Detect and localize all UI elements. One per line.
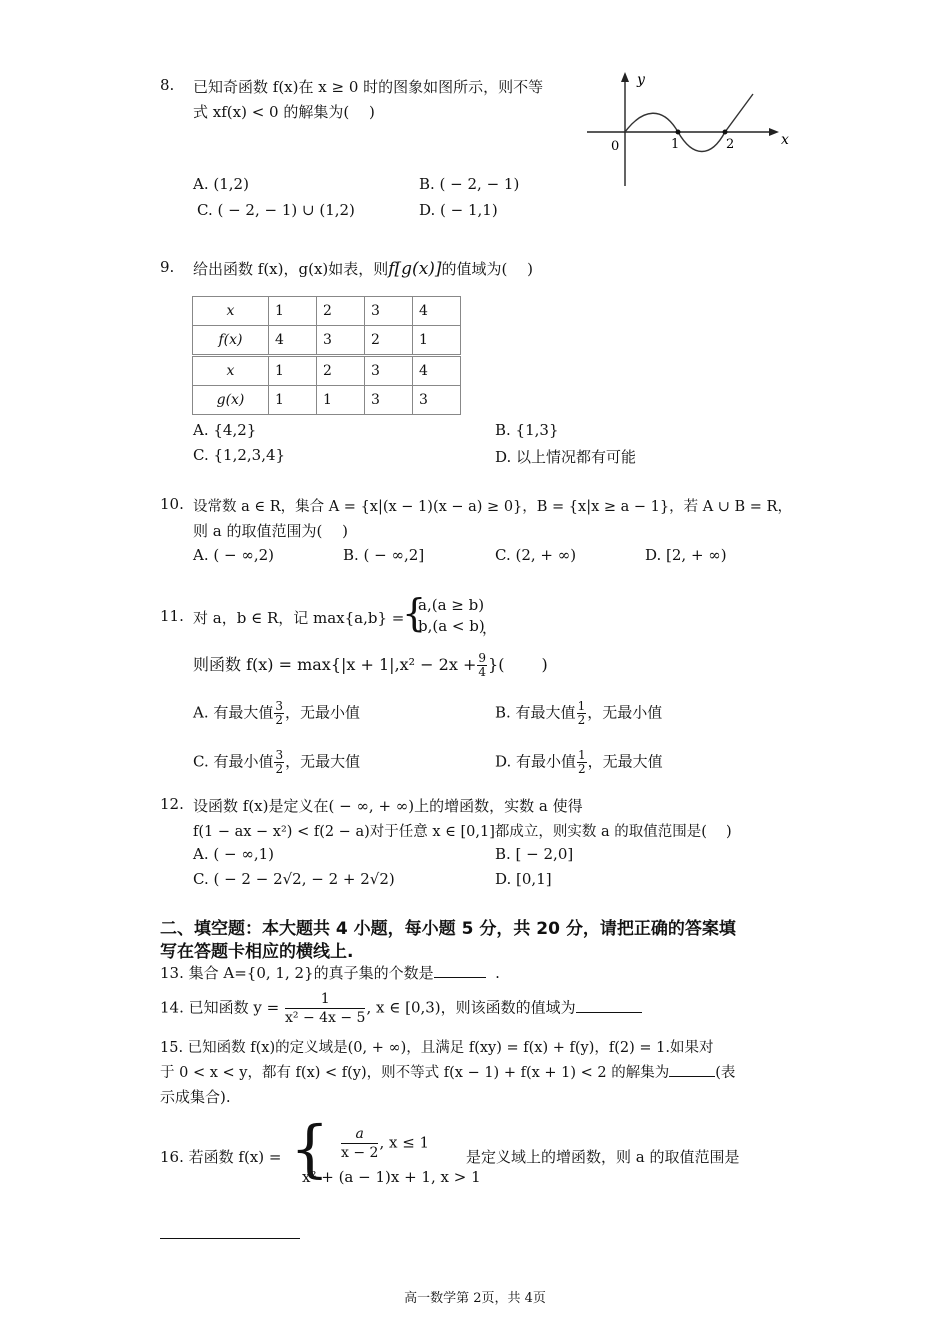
q9-option-c: C. {1,2,3,4} (193, 446, 286, 464)
table-cell: 3 (365, 386, 413, 415)
q15-line2 (160, 1061, 735, 1082)
root-point-2 (723, 130, 728, 135)
numerator: 3 (275, 748, 284, 762)
q13 (160, 962, 500, 983)
table-cell: 4 (269, 326, 317, 356)
denominator: x − 2 (341, 1145, 379, 1161)
q10-stem-line1: 设常数 a ∈ R，集合 A = {x|(x − 1)(x − a) ≥ 0}，B = {x|x ≥ a − 1}，若 A ∪ B = R， (193, 499, 792, 515)
fraction-3-over-2 (274, 749, 284, 776)
q14-lead: 14. 已知函数 y = (160, 998, 280, 1017)
numerator: 1 (285, 990, 365, 1009)
table-cell: f(x) (193, 326, 269, 356)
table-cell: 3 (413, 386, 461, 415)
table-cell: 2 (317, 356, 365, 386)
q11-definition-lead: 对 a，b ∈ R，记 max{a,b} = (193, 609, 405, 627)
q11-case-1: a,(a ≥ b) (418, 596, 485, 614)
q10-option-a: A. ( − ∞,2) (193, 546, 274, 564)
q9-option-b: B. {1,3} (495, 421, 559, 439)
table-cell: 1 (269, 356, 317, 386)
q9-stem-text: 给出函数 f(x)，g(x)如表，则 (193, 260, 389, 278)
y-axis-label: y (637, 72, 645, 88)
q12-stem-line1: 设函数 f(x)是定义在( − ∞, + ∞)上的增函数，实数 a 使得 (193, 797, 583, 815)
table-cell: 4 (413, 356, 461, 386)
q11-number: 11. (160, 607, 184, 625)
numerator: a (341, 1125, 378, 1144)
q8-stem-line1: 已知奇函数 f(x)在 x ≥ 0 时的图象如图所示，则不等 (193, 78, 544, 96)
option-text: B. 有最大值 (495, 703, 576, 722)
table-row (193, 386, 461, 415)
q9-option-d: D. 以上情况都有可能 (495, 448, 637, 466)
q9-stem-tail: 的值域为( ) (441, 260, 534, 278)
q8-stem-line2: 式 xf(x) < 0 的解集为( ) (193, 103, 375, 121)
q9-number: 9. (160, 258, 175, 276)
q11-option-c (193, 749, 360, 776)
q8-function-graph (585, 68, 795, 190)
table-row (193, 326, 461, 356)
answer-blank (576, 1012, 642, 1013)
q14-domain: , x ∈ [0,3) (366, 998, 441, 1017)
x-axis-arrow (769, 128, 779, 136)
q15-line2-tail: (表 (715, 1065, 736, 1081)
table-row (193, 297, 461, 326)
q14 (160, 990, 642, 1027)
table-cell: 3 (317, 326, 365, 356)
q10-option-c: C. (2, + ∞) (495, 546, 577, 564)
q16-case-1 (340, 1125, 429, 1162)
fraction-9-over-4 (477, 652, 487, 679)
q8-option-d: D. ( − 1,1) (419, 201, 498, 219)
q16-case-1-condition: , x ≤ 1 (379, 1133, 430, 1152)
option-text: ，无最小值 (587, 703, 663, 722)
option-text: ，无最大值 (285, 752, 361, 771)
numerator: 1 (577, 699, 586, 713)
denominator: 2 (578, 762, 586, 776)
denominator: 4 (478, 665, 487, 679)
q10-stem-line2: 则 a 的取值范围为( ) (193, 522, 348, 540)
table-cell: 3 (365, 356, 413, 386)
numerator: 3 (275, 699, 284, 713)
numerator: 1 (578, 748, 586, 762)
q12-option-d: D. [0,1] (495, 870, 552, 888)
q12-option-c: C. ( − 2 − 2√2, − 2 + 2√2) (193, 870, 395, 888)
q12-stem-line2: f(1 − ax − x²) < f(2 − a)对于任意 x ∈ [0,1]都成立，则实数 a 的取值范围是( ) (193, 824, 732, 840)
tick-label-2: 2 (726, 137, 735, 152)
root-point-1 (676, 130, 681, 135)
q8-option-c: C. ( − 2, − 1) ∪ (1,2) (197, 201, 355, 219)
q11-brace: { (402, 591, 427, 635)
q14-fraction (285, 990, 365, 1027)
denominator: 2 (275, 762, 284, 776)
q9-function-table (192, 296, 461, 415)
q9-option-a: A. {4,2} (193, 421, 257, 439)
option-text: ，无最大值 (587, 752, 663, 771)
table-cell: x (193, 297, 269, 326)
q11-option-d (495, 749, 663, 776)
q16-tail: 是定义域上的增函数，则 a 的取值范围是 (466, 1148, 740, 1166)
table-cell: 2 (365, 326, 413, 356)
table-cell: 2 (317, 297, 365, 326)
q12-option-a: A. ( − ∞,1) (193, 845, 274, 863)
table-cell: 1 (269, 297, 317, 326)
q10-number: 10. (160, 495, 184, 513)
fraction-3-over-2 (274, 700, 284, 727)
q16-fraction (341, 1125, 378, 1162)
q13-tail: . (495, 964, 500, 982)
q11-stem-line2 (193, 652, 548, 679)
table-cell: 4 (413, 297, 461, 326)
table-cell: 3 (365, 297, 413, 326)
tick-label-1: 1 (671, 137, 680, 152)
q15-line3: 示成集合). (160, 1088, 231, 1106)
denominator: x² − 4x − 5 (284, 1010, 366, 1026)
section-heading-line2: 写在答题卡相应的横线上. (160, 942, 354, 962)
answer-blank (434, 977, 486, 978)
q11-option-a (193, 700, 360, 727)
q11-stem-tail: }( ) (488, 655, 548, 674)
option-text: ，无最小值 (285, 703, 361, 722)
table-cell: g(x) (193, 386, 269, 415)
q11-option-b (495, 700, 662, 727)
option-text: A. 有最大值 (193, 703, 274, 722)
q8-number: 8. (160, 76, 175, 94)
page-footer: 高一数学第 2页，共 4页 (404, 1291, 546, 1306)
table-cell: x (193, 356, 269, 386)
y-axis-arrow (621, 72, 629, 82)
q14-tail: ，则该函数的值域为 (440, 998, 576, 1017)
q16-case-2: x² + (a − 1)x + 1, x > 1 (302, 1168, 481, 1186)
q12-option-b: B. [ − 2,0] (495, 845, 574, 863)
q15-line1: 15. 已知函数 f(x)的定义域是(0, + ∞)，且满足 f(xy) = f(x) + f(y)，f(2) = 1.如果对 (160, 1040, 714, 1056)
fraction-1-over-2 (577, 700, 587, 727)
q11-comma: ， (482, 619, 498, 637)
q15-line2-text: 于 0 < x < y，都有 f(x) < f(y)，则不等式 f(x − 1) + f(x + 1) < 2 的解集为 (160, 1065, 670, 1081)
section-heading-line1: 二、填空题：本大题共 4 小题，每小题 5 分，共 20 分，请把正确的答案填 (160, 919, 736, 939)
table-row (193, 356, 461, 386)
q12-number: 12. (160, 795, 184, 813)
x-axis-label: x (781, 132, 789, 148)
q8-option-b: B. ( − 2, − 1) (419, 175, 520, 193)
answer-blank (669, 1076, 715, 1077)
q8-option-a: A. (1,2) (193, 175, 249, 193)
denominator: 2 (577, 713, 586, 727)
q9-expression: f[g(x)] (388, 259, 442, 279)
table-cell: 1 (413, 326, 461, 356)
footnote-divider (160, 1238, 300, 1239)
q16-lead: 16. 若函数 f(x) = (160, 1148, 282, 1166)
table-cell: 1 (269, 386, 317, 415)
q10-option-b: B. ( − ∞,2] (343, 546, 425, 564)
q11-case-2: b,(a < b) (418, 617, 485, 635)
denominator: 2 (275, 713, 284, 727)
origin-label: 0 (611, 139, 620, 154)
q16-brace: { (290, 1112, 330, 1185)
option-text: C. 有最小值 (193, 752, 274, 771)
q9-stem (193, 258, 533, 279)
numerator: 9 (478, 651, 487, 665)
fraction-1-over-2 (577, 749, 587, 776)
option-text: D. 有最小值 (495, 752, 577, 771)
q11-function-expression: 则函数 f(x) = max{|x + 1|,x² − 2x + (193, 655, 477, 674)
table-cell: 1 (317, 386, 365, 415)
q13-text: 13. 集合 A={0, 1, 2}的真子集的个数是 (160, 964, 434, 982)
q10-option-d: D. [2, + ∞) (645, 546, 727, 564)
